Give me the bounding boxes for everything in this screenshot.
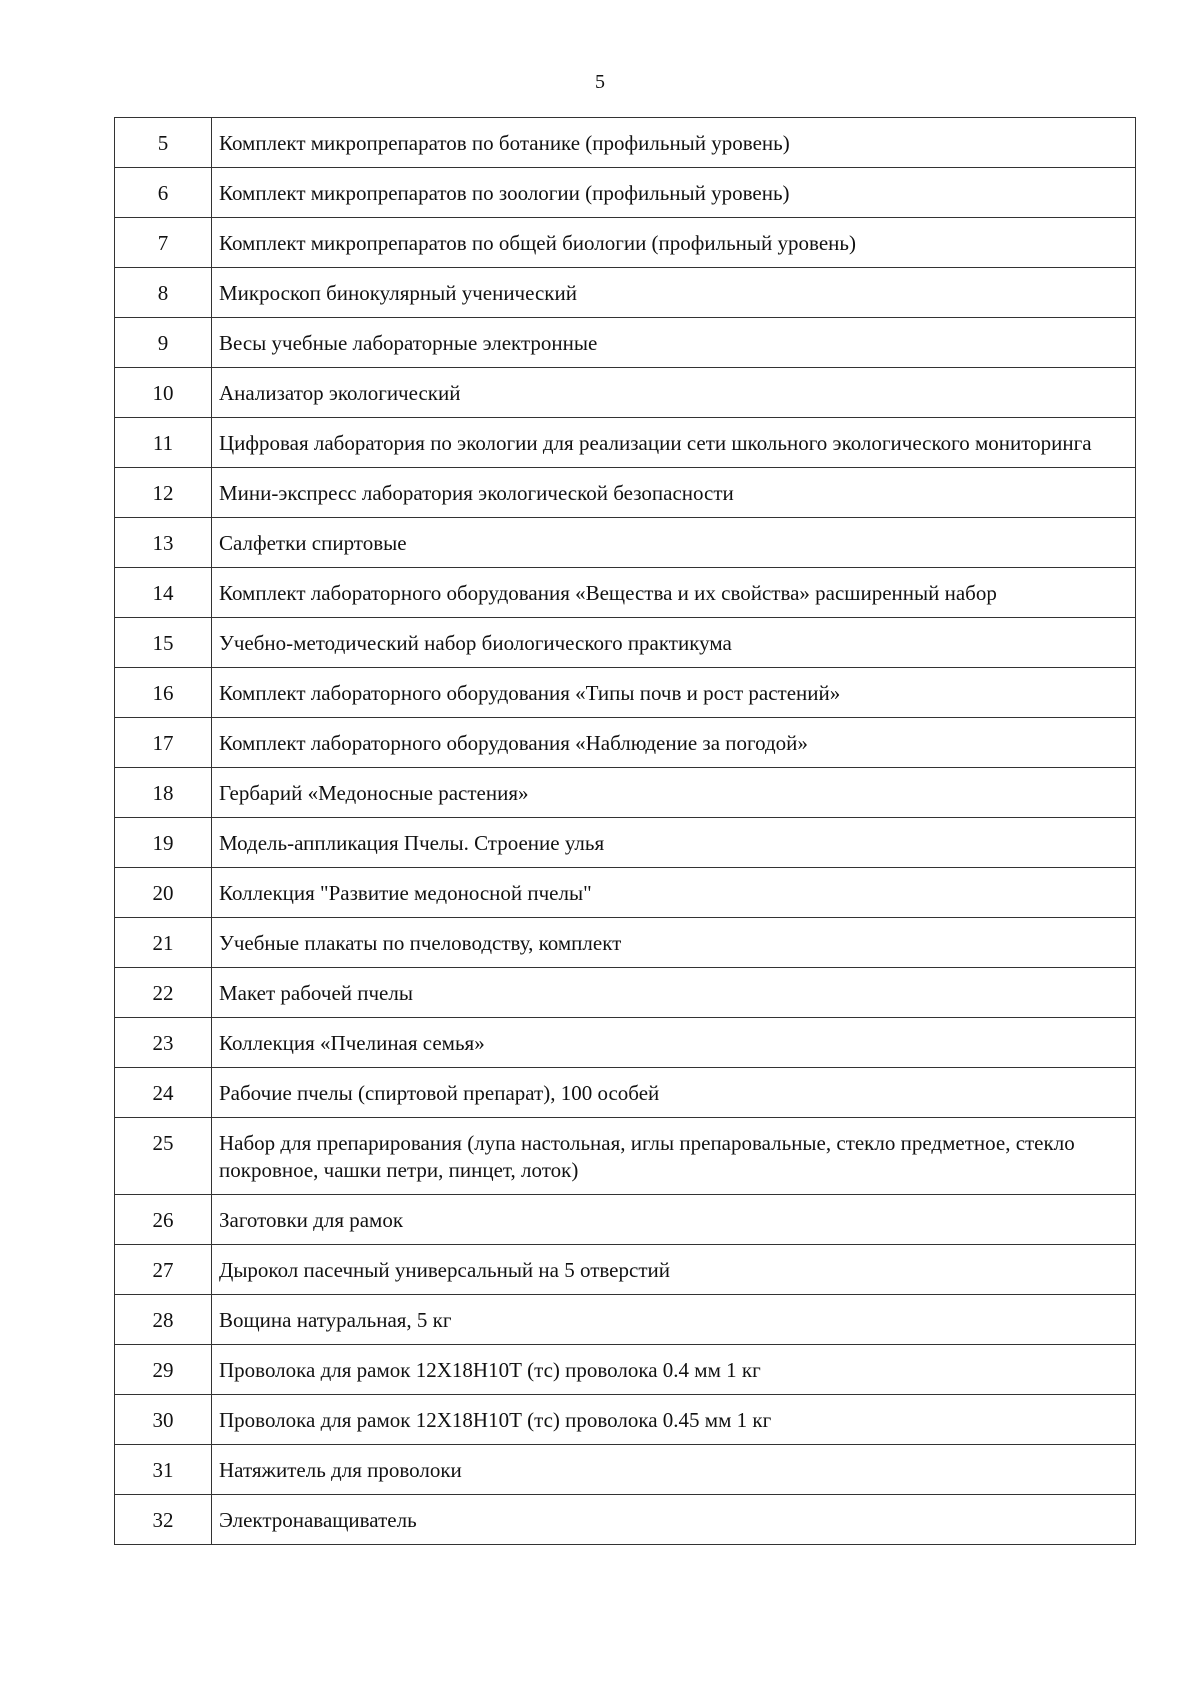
row-number: 11 bbox=[115, 418, 212, 468]
row-number: 12 bbox=[115, 468, 212, 518]
row-number: 16 bbox=[115, 668, 212, 718]
row-item-name: Проволока для рамок 12Х18Н10Т (тс) проволока 0.45 мм 1 кг bbox=[212, 1395, 1136, 1445]
row-number: 7 bbox=[115, 218, 212, 268]
row-item-name: Электронаващиватель bbox=[212, 1495, 1136, 1545]
row-item-name: Заготовки для рамок bbox=[212, 1195, 1136, 1245]
row-item-name: Анализатор экологический bbox=[212, 368, 1136, 418]
row-number: 27 bbox=[115, 1245, 212, 1295]
row-item-name: Комплект микропрепаратов по общей биологии (профильный уровень) bbox=[212, 218, 1136, 268]
table-row bbox=[115, 1245, 1136, 1295]
table-row bbox=[115, 1195, 1136, 1245]
row-number: 14 bbox=[115, 568, 212, 618]
table-row bbox=[115, 768, 1136, 818]
table-row bbox=[115, 1445, 1136, 1495]
row-item-name: Комплект микропрепаратов по зоологии (профильный уровень) bbox=[212, 168, 1136, 218]
table-row bbox=[115, 918, 1136, 968]
row-item-name: Натяжитель для проволоки bbox=[212, 1445, 1136, 1495]
table-row bbox=[115, 1018, 1136, 1068]
table-row bbox=[115, 168, 1136, 218]
table-row bbox=[115, 218, 1136, 268]
row-item-name: Набор для препарирования (лупа настольная, иглы препаровальные, стекло предметное, стекло покровное, чашки петри, пинцет, лоток) bbox=[212, 1118, 1136, 1195]
row-number: 20 bbox=[115, 868, 212, 918]
table-row bbox=[115, 1118, 1136, 1195]
row-number: 13 bbox=[115, 518, 212, 568]
row-item-name: Учебно-методический набор биологического практикума bbox=[212, 618, 1136, 668]
row-item-name: Комплект микропрепаратов по ботанике (профильный уровень) bbox=[212, 118, 1136, 168]
row-number: 22 bbox=[115, 968, 212, 1018]
row-item-name: Гербарий «Медоносные растения» bbox=[212, 768, 1136, 818]
row-item-name: Рабочие пчелы (спиртовой препарат), 100 особей bbox=[212, 1068, 1136, 1118]
row-number: 5 bbox=[115, 118, 212, 168]
table-row bbox=[115, 268, 1136, 318]
table-row bbox=[115, 368, 1136, 418]
row-number: 31 bbox=[115, 1445, 212, 1495]
row-number: 8 bbox=[115, 268, 212, 318]
row-item-name: Комплект лабораторного оборудования «Вещества и их свойства» расширенный набор bbox=[212, 568, 1136, 618]
row-item-name: Цифровая лаборатория по экологии для реализации сети школьного экологического мониторинга bbox=[212, 418, 1136, 468]
table-row bbox=[115, 1345, 1136, 1395]
row-number: 18 bbox=[115, 768, 212, 818]
row-number: 32 bbox=[115, 1495, 212, 1545]
table-row bbox=[115, 418, 1136, 468]
row-number: 24 bbox=[115, 1068, 212, 1118]
row-item-name: Дырокол пасечный универсальный на 5 отверстий bbox=[212, 1245, 1136, 1295]
table-row bbox=[115, 518, 1136, 568]
row-item-name: Коллекция «Пчелиная семья» bbox=[212, 1018, 1136, 1068]
table-row bbox=[115, 118, 1136, 168]
table-row bbox=[115, 968, 1136, 1018]
table-row bbox=[115, 818, 1136, 868]
page-number: 5 bbox=[595, 71, 605, 93]
table-row bbox=[115, 1395, 1136, 1445]
row-item-name: Комплект лабораторного оборудования «Типы почв и рост растений» bbox=[212, 668, 1136, 718]
row-number: 15 bbox=[115, 618, 212, 668]
row-item-name: Макет рабочей пчелы bbox=[212, 968, 1136, 1018]
table-row bbox=[115, 1068, 1136, 1118]
row-item-name: Мини-экспресс лаборатория экологической безопасности bbox=[212, 468, 1136, 518]
table-row bbox=[115, 868, 1136, 918]
row-number: 10 bbox=[115, 368, 212, 418]
row-item-name: Учебные плакаты по пчеловодству, комплект bbox=[212, 918, 1136, 968]
row-number: 23 bbox=[115, 1018, 212, 1068]
row-number: 19 bbox=[115, 818, 212, 868]
row-item-name: Коллекция "Развитие медоносной пчелы" bbox=[212, 868, 1136, 918]
row-item-name: Проволока для рамок 12Х18Н10Т (тс) проволока 0.4 мм 1 кг bbox=[212, 1345, 1136, 1395]
equipment-table bbox=[114, 117, 1136, 1545]
row-item-name: Весы учебные лабораторные электронные bbox=[212, 318, 1136, 368]
row-number: 25 bbox=[115, 1118, 212, 1195]
table-row bbox=[115, 718, 1136, 768]
table-row bbox=[115, 1295, 1136, 1345]
row-item-name: Салфетки спиртовые bbox=[212, 518, 1136, 568]
table-row bbox=[115, 468, 1136, 518]
row-number: 21 bbox=[115, 918, 212, 968]
row-number: 6 bbox=[115, 168, 212, 218]
table-row bbox=[115, 318, 1136, 368]
row-number: 30 bbox=[115, 1395, 212, 1445]
row-number: 29 bbox=[115, 1345, 212, 1395]
row-item-name: Вощина натуральная, 5 кг bbox=[212, 1295, 1136, 1345]
table-row bbox=[115, 1495, 1136, 1545]
table-body bbox=[115, 118, 1136, 1545]
row-number: 28 bbox=[115, 1295, 212, 1345]
row-item-name: Модель-аппликация Пчелы. Строение улья bbox=[212, 818, 1136, 868]
row-number: 17 bbox=[115, 718, 212, 768]
table-row bbox=[115, 668, 1136, 718]
row-item-name: Микроскоп бинокулярный ученический bbox=[212, 268, 1136, 318]
row-number: 9 bbox=[115, 318, 212, 368]
table-row bbox=[115, 568, 1136, 618]
row-item-name: Комплект лабораторного оборудования «Наблюдение за погодой» bbox=[212, 718, 1136, 768]
table-row bbox=[115, 618, 1136, 668]
row-number: 26 bbox=[115, 1195, 212, 1245]
